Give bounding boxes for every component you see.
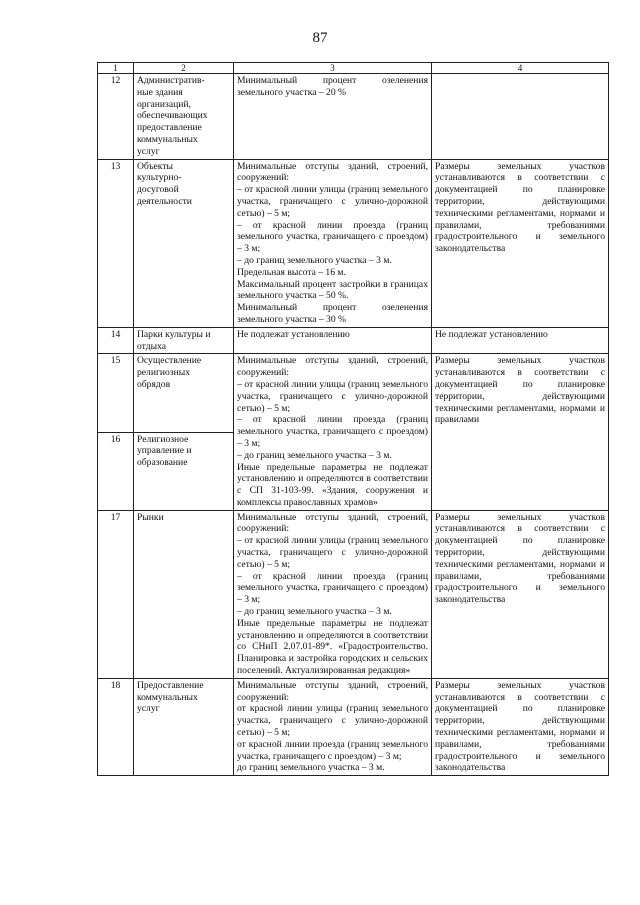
use-name-cell [134, 432, 234, 510]
parameters-cell [234, 510, 432, 678]
cell-text: – до границ земельного участка – 3 м. [237, 449, 392, 461]
cell-text: Иные предельные параметры не подлежат установлению и определяются в соответствии со СНиП 2.07.01-89*. «Градостроительство. Планировка и застройка городских и сельских поселений. Актуализированная редакция» [237, 617, 428, 677]
cell-text: Размеры земельных участков устанавливаются в соответствии с документацией по планировке территории, действующими техническими регламентами, нормами и правилами, требованиями градостроительного и земельного законодательства [435, 511, 605, 606]
parameters-cell [234, 74, 432, 160]
cell-text: Минимальный процент озеленения земельного участка – 20 % [237, 75, 428, 98]
row-number: 14 [98, 327, 134, 354]
cell-text: Минимальные отступы зданий, строений, сооружений: [237, 679, 428, 703]
cell-text: Объекты [137, 160, 173, 172]
table-row [98, 327, 609, 354]
zoning-table [97, 62, 609, 776]
page-number: 87 [312, 30, 328, 46]
cell-text: Минимальный процент озеленения земельного участка – 30 % [237, 302, 428, 325]
cell-text: Не подлежат установлению [237, 328, 350, 340]
use-name-cell [134, 74, 234, 160]
cell-text: Религиозное [137, 433, 189, 445]
notes-cell [432, 159, 609, 327]
parameters-cell [234, 678, 432, 775]
cell-text: отдыха [137, 340, 166, 352]
cell-text: образование [137, 457, 188, 469]
cell-text: Минимальные отступы зданий, строений, сооружений: [237, 355, 428, 379]
cell-text: организаций, [137, 98, 191, 110]
cell-text: Осуществление [137, 355, 202, 367]
cell-text: Размеры земельных участков устанавливаются в соответствии с документацией по планировке территории, действующими техническими регламентами, нормами и правилами, требованиями градостроительного и земельного законодательства [435, 160, 605, 255]
cell-text: коммунальных [137, 133, 198, 145]
row-number: 17 [98, 510, 134, 678]
table-row [98, 678, 609, 775]
column-number: 1 [98, 63, 134, 74]
parameters-cell [234, 327, 432, 354]
cell-text: культурно- [137, 172, 182, 184]
cell-text: деятельности [137, 195, 192, 207]
cell-text: предоставление [137, 122, 202, 134]
cell-text: ные здания [137, 86, 183, 98]
column-number: 2 [134, 63, 234, 74]
cell-text: – от красной линии проезда (границ земельного участка, граничащего с проездом) – 3 м; [237, 414, 428, 449]
cell-text: – от красной линии проезда (границ земельного участка, граничащего с проездом) – 3 м; [237, 570, 428, 606]
column-number: 4 [432, 63, 609, 74]
cell-text: Иные предельные параметры не подлежат установлению и определяются в соответствии с СП 31-103-99. «Здания, сооружения и комплексы православных храмов» [237, 461, 428, 508]
cell-text: – от красной линии проезда (границ земельного участка, граничащего с проездом) – 3 м; [237, 219, 428, 255]
use-name-cell [134, 327, 234, 354]
cell-text: услуг [137, 703, 160, 715]
cell-text: Минимальные отступы зданий, строений, сооружений: [237, 511, 428, 535]
row-number: 13 [98, 159, 134, 327]
cell-text: от красной линии проезда (границ земельного участка, граничащего с проездом) – 3 м; [237, 738, 428, 762]
notes-cell [432, 327, 609, 354]
cell-text: – от красной линии улицы (границ земельного участка, граничащего с улично-дорожной сетью) – 5 м; [237, 184, 428, 219]
cell-text: Предельная высота – 16 м. [237, 266, 346, 278]
cell-text: Рынки [137, 511, 164, 523]
cell-text: Минимальные отступы зданий, строений, сооружений: [237, 160, 428, 184]
cell-text: до границ земельного участка – 3 м. [237, 762, 385, 774]
cell-text: Размеры земельных участков устанавливаются в соответствии с документацией по планировке территории, действующими техническими регламентами, нормами и правилами, требованиями градостроительного и земельного законодательства [435, 679, 605, 774]
parameters-cell [234, 354, 432, 510]
column-number-row [98, 63, 609, 74]
table-row [98, 510, 609, 678]
cell-text: Не подлежат установлению [435, 328, 548, 340]
cell-text: от красной линии улицы (границ земельного участка, граничащего с улично-дорожной сетью) – 5 м; [237, 703, 428, 739]
notes-cell [432, 510, 609, 678]
use-name-cell [134, 354, 234, 432]
cell-text: – до границ земельного участка – 3 м. [237, 254, 392, 266]
table-row [98, 354, 609, 432]
cell-text: Парки культуры и [137, 328, 211, 340]
use-name-cell [134, 159, 234, 327]
table-row [98, 74, 609, 160]
column-number: 3 [234, 63, 432, 74]
cell-text: – от красной линии улицы (границ земельного участка, граничащего с улично-дорожной сетью) – 5 м; [237, 535, 428, 570]
notes-cell [432, 74, 609, 160]
cell-text: обрядов [137, 378, 171, 390]
notes-cell [432, 678, 609, 775]
cell-text: Предоставление [137, 679, 204, 691]
cell-text: управление и [137, 445, 192, 457]
notes-cell [432, 354, 609, 510]
row-number: 16 [98, 432, 134, 510]
use-name-cell [134, 510, 234, 678]
table-row [98, 159, 609, 327]
row-number: 18 [98, 678, 134, 775]
cell-text: религиозных [137, 367, 191, 379]
cell-text: – от красной линии улицы (границ земельного участка, граничащего с улично-дорожной сетью) – 5 м; [237, 378, 428, 414]
cell-text: коммунальных [137, 691, 198, 703]
cell-text: обеспечивающих [137, 110, 208, 122]
cell-text: Максимальный процент застройки в границах земельного участка – 50 %. [237, 278, 428, 302]
cell-text: Административ- [137, 75, 205, 86]
row-number: 12 [98, 74, 134, 160]
cell-text: досуговой [137, 184, 179, 196]
cell-text: Размеры земельных участков устанавливаются в соответствии с документацией по планировке территории, действующими техническими регламентами, нормами и правилами [435, 355, 605, 426]
row-number: 15 [98, 354, 134, 432]
cell-text: услуг [137, 145, 160, 157]
use-name-cell [134, 678, 234, 775]
cell-text: – до границ земельного участка – 3 м. [237, 606, 392, 618]
parameters-cell [234, 159, 432, 327]
